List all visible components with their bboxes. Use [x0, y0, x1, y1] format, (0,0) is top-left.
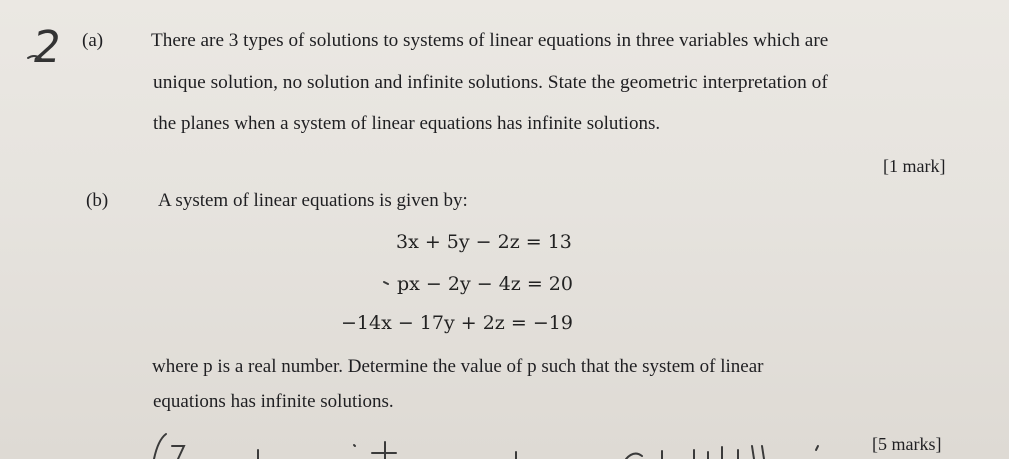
part-b-intro: A system of linear equations is given by:	[158, 190, 468, 211]
handwritten-question-number: 2	[29, 22, 65, 73]
part-b-line-1: where p is a real number. Determine the value of p such that the system of linear	[152, 356, 764, 377]
part-a-label: (a)	[82, 30, 104, 51]
part-a-line-1: There are 3 types of solutions to systems of linear equations in three variables which are	[151, 30, 829, 51]
equation-1: 3x + 5y − 2z = 13	[396, 231, 572, 253]
part-b-label: (b)	[86, 190, 109, 211]
part-b-line-2: equations has infinite solutions.	[153, 391, 394, 412]
equation-2: px − 2y − 4z = 20	[397, 273, 573, 295]
part-a-marks: [1 mark]	[883, 156, 946, 176]
part-b-marks: [5 marks]	[872, 434, 942, 454]
part-a-line-3: the planes when a system of linear equations has infinite solutions.	[153, 113, 661, 134]
part-a-line-2: unique solution, no solution and infinite solutions. State the geometric interpretation of	[153, 72, 828, 93]
equation-3: −14x − 17y + 2z = −19	[341, 312, 573, 334]
